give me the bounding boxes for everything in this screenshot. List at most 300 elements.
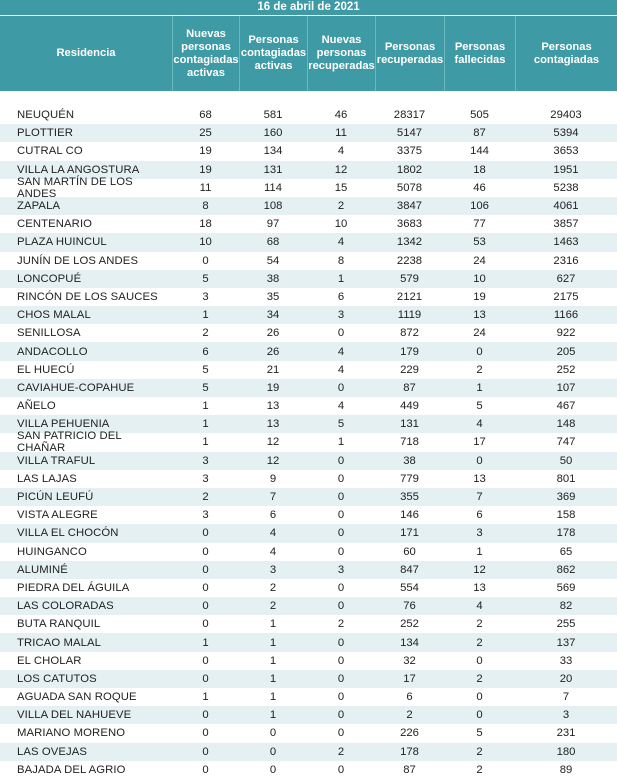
table-cell: 28317 — [393, 109, 426, 122]
table-cell: 554 — [400, 581, 419, 594]
table-row — [0, 761, 617, 779]
residence-name: NEUQUÉN — [17, 109, 75, 122]
table-row — [0, 342, 617, 360]
table-cell: 19 — [266, 381, 280, 394]
table-row — [0, 506, 617, 524]
table-row — [0, 706, 617, 724]
table-cell: 3 — [337, 309, 345, 322]
table-cell: 2 — [337, 745, 345, 758]
header-contagiadas: Personas contagiadas — [515, 16, 617, 91]
table-cell: 53 — [473, 236, 486, 249]
table-cell: 3857 — [553, 218, 579, 231]
table-cell: 0 — [337, 527, 345, 540]
table-cell: 862 — [556, 563, 576, 576]
table-cell: 0 — [476, 345, 483, 358]
table-cell: 10 — [334, 218, 348, 231]
table-cell: 252 — [556, 363, 576, 376]
table-cell: 2 — [202, 327, 209, 340]
table-cell: 4 — [269, 527, 277, 540]
table-cell: 97 — [266, 218, 280, 231]
residence-name: TRICAO MALAL — [17, 636, 102, 649]
table-cell: 1119 — [397, 309, 422, 322]
residence-name: VILLA LA ANGOSTURA — [17, 163, 140, 176]
table-cell: 1 — [337, 272, 345, 285]
residence-name: LAS OVEJAS — [17, 745, 88, 758]
table-cell: 46 — [334, 109, 348, 122]
table-row — [0, 524, 617, 542]
table-cell: 3 — [269, 563, 277, 576]
table-cell: 2 — [337, 618, 345, 631]
table-cell: 0 — [202, 600, 209, 613]
table-row — [0, 470, 617, 488]
table-cell: 1 — [269, 636, 277, 649]
table-cell: 2 — [476, 636, 483, 649]
table-cell: 505 — [470, 109, 489, 122]
residence-name: AÑELO — [17, 400, 56, 413]
table-cell: 0 — [337, 763, 345, 776]
table-cell: 160 — [263, 127, 283, 140]
table-cell: 1 — [269, 691, 277, 704]
table-cell: 2 — [269, 581, 277, 594]
residence-name: CUTRAL CO — [17, 145, 83, 158]
table-cell: 4 — [337, 145, 345, 158]
table-cell: 1 — [476, 381, 483, 394]
table-cell: 2 — [202, 491, 209, 504]
table-cell: 226 — [400, 727, 419, 740]
table-cell: 0 — [337, 545, 345, 558]
table-cell: 872 — [400, 327, 419, 340]
table-row — [0, 561, 617, 579]
table-row — [0, 361, 617, 379]
table-row — [0, 397, 617, 415]
table-cell: 25 — [199, 127, 212, 140]
table-row — [0, 175, 617, 200]
table-cell: 1 — [202, 309, 209, 322]
table-cell: 3375 — [396, 145, 423, 158]
table-cell: 107 — [556, 381, 576, 394]
table-cell: 0 — [202, 527, 209, 540]
residence-name: VISTA ALEGRE — [17, 509, 98, 522]
residence-name: ALUMINÉ — [17, 563, 68, 576]
residence-name: JUNÍN DE LOS ANDES — [17, 254, 139, 267]
header-fallecidas: Personas fallecidas — [444, 16, 515, 91]
table-cell: 0 — [202, 709, 209, 722]
table-cell: 579 — [400, 272, 419, 285]
table-cell: 5 — [202, 272, 209, 285]
table-row — [0, 197, 617, 215]
table-cell: 1463 — [553, 236, 579, 249]
residence-name: LAS LAJAS — [17, 472, 77, 485]
table-cell: 569 — [556, 581, 576, 594]
table-cell: 4 — [476, 418, 483, 431]
table-cell: 54 — [266, 254, 280, 267]
residence-name: LOS CATUTOS — [17, 672, 97, 685]
table-cell: 581 — [263, 109, 283, 122]
table-cell: 65 — [559, 545, 573, 558]
table-cell: 137 — [556, 636, 576, 649]
table-cell: 33 — [559, 654, 573, 667]
table-cell: 4 — [337, 363, 345, 376]
table-cell: 158 — [556, 509, 576, 522]
table-cell: 180 — [556, 745, 576, 758]
table-row — [0, 124, 617, 142]
table-cell: 0 — [337, 654, 345, 667]
table-row — [0, 579, 617, 597]
table-row — [0, 106, 617, 124]
table-cell: 1 — [202, 400, 209, 413]
table-cell: 4 — [269, 545, 277, 558]
table-row — [0, 233, 617, 251]
residence-name: PLOTTIER — [17, 127, 74, 140]
table-cell: 3 — [562, 709, 570, 722]
table-cell: 0 — [476, 654, 483, 667]
table-cell: 2121 — [396, 290, 423, 303]
table-row — [0, 670, 617, 688]
table-cell: 178 — [556, 527, 576, 540]
table-cell: 1 — [269, 672, 277, 685]
table-cell: 38 — [403, 454, 416, 467]
table-cell: 12 — [334, 163, 348, 176]
table-cell: 2 — [476, 745, 483, 758]
residence-name: EL CHOLAR — [17, 654, 82, 667]
table-cell: 0 — [269, 763, 277, 776]
table-cell: 68 — [266, 236, 280, 249]
table-cell: 255 — [556, 618, 576, 631]
residence-name: VILLA DEL NAHUEVE — [17, 709, 132, 722]
table-cell: 179 — [400, 345, 419, 358]
table-cell: 19 — [199, 163, 212, 176]
residence-name: MARIANO MORENO — [17, 727, 126, 740]
table-cell: 0 — [337, 327, 345, 340]
table-cell: 178 — [400, 745, 419, 758]
header-contagiadas-activas: Personas contagiadas activas — [239, 16, 307, 91]
table-cell: 0 — [476, 709, 483, 722]
table-cell: 5394 — [553, 127, 579, 140]
table-cell: 87 — [473, 127, 486, 140]
table-cell: 2175 — [553, 290, 579, 303]
table-cell: 369 — [556, 491, 576, 504]
table-cell: 3 — [476, 527, 483, 540]
table-cell: 11 — [199, 181, 212, 194]
table-cell: 6 — [337, 290, 345, 303]
table-cell: 5078 — [396, 181, 423, 194]
table-cell: 7 — [269, 491, 277, 504]
residence-name: VILLA EL CHOCÓN — [17, 527, 119, 540]
table-cell: 2238 — [396, 254, 423, 267]
table-cell: 0 — [337, 600, 345, 613]
table-cell: 4 — [337, 345, 345, 358]
table-cell: 5238 — [553, 181, 579, 194]
table-cell: 0 — [337, 672, 345, 685]
table-cell: 1 — [202, 691, 209, 704]
residence-name: RINCÓN DE LOS SAUCES — [17, 290, 158, 303]
table-cell: 76 — [403, 600, 416, 613]
table-cell: 106 — [470, 200, 489, 213]
table-cell: 13 — [473, 472, 486, 485]
residence-name: LONCOPUÉ — [17, 272, 82, 285]
report-date: 16 de abril de 2021 — [0, 0, 617, 16]
table-cell: 20 — [559, 672, 573, 685]
table-cell: 7 — [476, 491, 483, 504]
table-body — [0, 106, 617, 779]
table-cell: 6 — [269, 509, 277, 522]
table-cell: 0 — [202, 545, 209, 558]
table-cell: 2316 — [553, 254, 579, 267]
table-cell: 18 — [199, 218, 212, 231]
table-cell: 0 — [269, 727, 277, 740]
residence-name: SENILLOSA — [17, 327, 81, 340]
table-cell: 24 — [473, 327, 486, 340]
table-cell: 4 — [337, 400, 345, 413]
table-row — [0, 379, 617, 397]
table-cell: 18 — [473, 163, 486, 176]
table-cell: 87 — [403, 381, 416, 394]
table-cell: 9 — [269, 472, 277, 485]
table-cell: 32 — [403, 654, 416, 667]
header-nuevas-contagiadas-activas: Nuevas personas contagiadas activas — [172, 16, 239, 91]
residence-name: SAN PATRICIO DEL CHAÑAR — [17, 430, 122, 455]
table-cell: 38 — [266, 272, 280, 285]
table-cell: 19 — [199, 145, 212, 158]
table-cell: 1951 — [553, 163, 579, 176]
table-cell: 2 — [269, 600, 277, 613]
table-cell: 0 — [202, 727, 209, 740]
table-cell: 8 — [337, 254, 345, 267]
table-cell: 718 — [400, 436, 419, 449]
table-cell: 252 — [400, 618, 419, 631]
table-cell: 8 — [202, 200, 209, 213]
table-cell: 1 — [269, 618, 277, 631]
table-cell: 87 — [403, 763, 416, 776]
table-cell: 17 — [473, 436, 486, 449]
table-cell: 6 — [476, 509, 483, 522]
table-cell: 5 — [337, 418, 345, 431]
table-cell: 13 — [266, 418, 280, 431]
table-cell: 4 — [337, 236, 345, 249]
table-cell: 2 — [476, 763, 483, 776]
table-cell: 779 — [400, 472, 419, 485]
table-row — [0, 215, 617, 233]
table-cell: 205 — [556, 345, 576, 358]
residence-name: VILLA PEHUENIA — [17, 418, 110, 431]
table-cell: 50 — [559, 454, 573, 467]
header-recuperadas: Personas recuperadas — [375, 16, 444, 91]
residence-name: BUTA RANQUIL — [17, 618, 101, 631]
table-cell: 0 — [337, 709, 345, 722]
table-row — [0, 306, 617, 324]
residence-name: EL HUECÚ — [17, 363, 75, 376]
residence-name: PIEDRA DEL ÁGUILA — [17, 581, 130, 594]
table-cell: 801 — [556, 472, 576, 485]
table-cell: 3 — [337, 563, 345, 576]
table-cell: 449 — [400, 400, 419, 413]
table-cell: 134 — [263, 145, 283, 158]
table-cell: 3 — [202, 454, 209, 467]
table-cell: 2 — [476, 618, 483, 631]
table-cell: 847 — [400, 563, 419, 576]
table-cell: 2 — [337, 200, 345, 213]
table-cell: 0 — [202, 618, 209, 631]
residence-name: PLAZA HUINCUL — [17, 236, 107, 249]
table-row — [0, 142, 617, 160]
table-cell: 747 — [556, 436, 576, 449]
table-cell: 1802 — [396, 163, 423, 176]
table-cell: 34 — [266, 309, 280, 322]
table-row — [0, 270, 617, 288]
table-cell: 0 — [202, 654, 209, 667]
table-cell: 13 — [473, 581, 486, 594]
table-cell: 68 — [199, 109, 212, 122]
table-cell: 0 — [337, 727, 345, 740]
table-cell: 13 — [473, 309, 486, 322]
table-cell: 11 — [335, 127, 347, 140]
table-row — [0, 324, 617, 342]
table-cell: 355 — [400, 491, 419, 504]
table-row — [0, 597, 617, 615]
table-cell: 12 — [266, 454, 280, 467]
table-cell: 1166 — [553, 309, 579, 322]
table-cell: 35 — [266, 290, 280, 303]
table-cell: 10 — [473, 272, 486, 285]
header-residencia: Residencia — [56, 47, 116, 59]
table-cell: 144 — [470, 145, 489, 158]
table-cell: 7 — [562, 691, 570, 704]
table-cell: 12 — [266, 436, 280, 449]
table-header — [0, 16, 617, 91]
residence-name: PICÚN LEUFÚ — [17, 491, 94, 504]
table-cell: 24 — [473, 254, 486, 267]
table-row — [0, 288, 617, 306]
table-cell: 1342 — [396, 236, 423, 249]
table-cell: 0 — [202, 254, 209, 267]
table-cell: 12 — [473, 563, 486, 576]
table-cell: 0 — [337, 454, 345, 467]
table-cell: 131 — [263, 163, 283, 176]
residence-name: AGUADA SAN ROQUE — [17, 691, 137, 704]
table-cell: 4 — [476, 600, 483, 613]
table-cell: 5 — [202, 381, 209, 394]
table-cell: 5 — [476, 727, 483, 740]
table-cell: 82 — [559, 600, 573, 613]
table-cell: 10 — [199, 236, 212, 249]
table-cell: 627 — [556, 272, 576, 285]
table-row — [0, 652, 617, 670]
table-cell: 3683 — [396, 218, 423, 231]
table-cell: 229 — [400, 363, 419, 376]
table-cell: 0 — [337, 491, 345, 504]
table-row — [0, 488, 617, 506]
table-cell: 26 — [266, 345, 280, 358]
table-cell: 0 — [202, 763, 209, 776]
residence-name: ANDACOLLO — [17, 345, 88, 358]
table-cell: 0 — [337, 472, 345, 485]
table-cell: 0 — [337, 509, 345, 522]
table-cell: 3 — [202, 509, 209, 522]
table-cell: 5 — [476, 400, 483, 413]
table-cell: 2 — [476, 363, 483, 376]
table-row — [0, 452, 617, 470]
table-cell: 134 — [400, 636, 419, 649]
table-cell: 146 — [400, 509, 419, 522]
table-cell: 108 — [263, 200, 283, 213]
table-cell: 26 — [266, 327, 280, 340]
table-row — [0, 615, 617, 633]
table-row — [0, 252, 617, 270]
table-cell: 3653 — [553, 145, 579, 158]
residence-name: CAVIAHUE-COPAHUE — [17, 381, 135, 394]
table-row — [0, 633, 617, 651]
table-cell: 231 — [556, 727, 576, 740]
table-cell: 4061 — [553, 200, 579, 213]
table-cell: 6 — [406, 691, 413, 704]
table-cell: 2 — [476, 672, 483, 685]
table-cell: 60 — [403, 545, 416, 558]
table-cell: 1 — [269, 654, 277, 667]
table-cell: 1 — [476, 545, 483, 558]
table-cell: 1 — [202, 418, 209, 431]
table-cell: 922 — [556, 327, 576, 340]
table-cell: 0 — [202, 581, 209, 594]
table-cell: 1 — [337, 436, 345, 449]
table-cell: 5 — [202, 363, 209, 376]
table-cell: 0 — [476, 691, 483, 704]
table-cell: 89 — [559, 763, 573, 776]
residence-name: LAS COLORADAS — [17, 600, 114, 613]
table-cell: 3847 — [396, 200, 423, 213]
table-cell: 3 — [202, 290, 209, 303]
table-cell: 13 — [266, 400, 280, 413]
table-cell: 46 — [473, 181, 486, 194]
table-cell: 0 — [269, 745, 277, 758]
table-cell: 3 — [202, 472, 209, 485]
table-cell: 467 — [556, 400, 576, 413]
table-cell: 0 — [476, 454, 483, 467]
table-row — [0, 743, 617, 761]
table-cell: 0 — [337, 691, 345, 704]
table-cell: 0 — [337, 636, 345, 649]
table-cell: 6 — [202, 345, 209, 358]
table-cell: 1 — [269, 709, 277, 722]
residence-name: SAN MARTÍN DE LOS ANDES — [17, 175, 133, 200]
table-cell: 17 — [403, 672, 416, 685]
residence-name: ZAPALA — [17, 200, 61, 213]
residence-name: VILLA TRAFUL — [17, 454, 96, 467]
table-row — [0, 724, 617, 742]
table-cell: 171 — [400, 527, 419, 540]
residence-name: CHOS MALAL — [17, 309, 91, 322]
table-cell: 1 — [202, 636, 209, 649]
table-cell: 0 — [337, 581, 345, 594]
residence-name: HUINGANCO — [17, 545, 87, 558]
table-cell: 0 — [202, 745, 209, 758]
table-cell: 148 — [556, 418, 576, 431]
table-cell: 2 — [406, 709, 413, 722]
table-cell: 114 — [263, 181, 282, 194]
table-cell: 0 — [202, 563, 209, 576]
table-cell: 19 — [473, 290, 486, 303]
table-row — [0, 430, 617, 455]
residence-name: BAJADA DEL AGRIO — [17, 763, 126, 776]
table-row — [0, 543, 617, 561]
table-cell: 5147 — [396, 127, 423, 140]
table-cell: 21 — [266, 363, 280, 376]
table-cell: 77 — [473, 218, 486, 231]
table-cell: 1 — [202, 436, 209, 449]
table-cell: 15 — [334, 181, 348, 194]
residence-name: CENTENARIO — [17, 218, 93, 231]
table-cell: 131 — [400, 418, 419, 431]
table-cell: 0 — [202, 672, 209, 685]
